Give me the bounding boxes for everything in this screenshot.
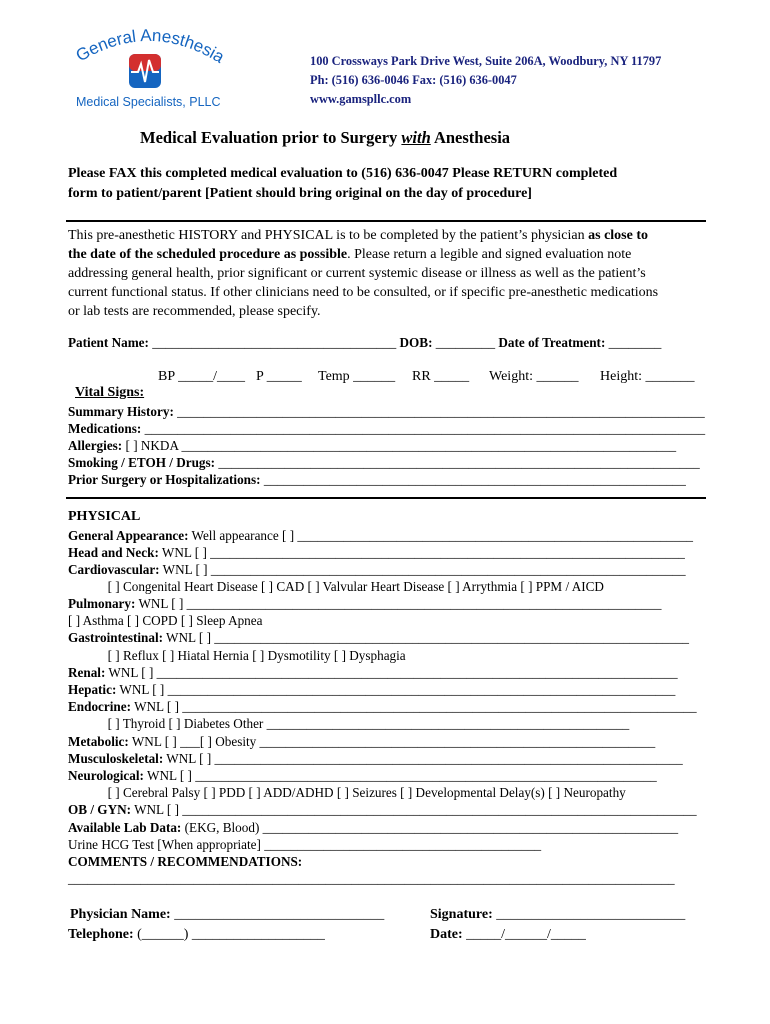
weight-field[interactable]: Weight: ______ (489, 369, 579, 384)
logo-subtext: Medical Specialists, PLLC (76, 95, 221, 109)
history-row[interactable]: Summary History: ________________________________________________________________________________ (68, 404, 705, 419)
physical-row[interactable]: Pulmonary: WNL [ ] ________________________________________________________________________ (68, 596, 662, 611)
physical-row[interactable]: Head and Neck: WNL [ ] ________________________________________________________________________ (68, 545, 685, 560)
patient-info-row: Patient Name: _____________________________________ DOB: _________ Date of Treatment: ________ (68, 335, 662, 350)
telephone-row[interactable]: Telephone: (______) ___________________ (68, 927, 325, 942)
physical-row[interactable]: OB / GYN: WNL [ ] ______________________________________________________________________________ (68, 802, 697, 817)
divider (66, 497, 706, 499)
history-row[interactable]: Allergies: [ ] NKDA ___________________________________________________________________________ (68, 438, 677, 453)
phone-fax-line: Ph: (516) 636-0046 Fax: (516) 636-0047 (310, 73, 517, 87)
physical-row[interactable]: [ ] Asthma [ ] COPD [ ] Sleep Apnea (68, 613, 263, 628)
bp-field[interactable]: BP _____/____ (158, 369, 245, 384)
address-line: 100 Crossways Park Drive West, Suite 206A, Woodbury, NY 11797 (310, 54, 662, 68)
page-title: Medical Evaluation prior to Surgery with Anesthesia (140, 128, 511, 147)
history-row[interactable]: Medications: _____________________________________________________________________________________ (68, 421, 706, 436)
temp-field[interactable]: Temp ______ (318, 369, 396, 384)
physical-row[interactable]: Musculoskeletal: WNL [ ] _______________________________________________________________________ (68, 751, 683, 766)
fax-instructions-line-2: form to patient/parent [Patient should bring original on the day of procedure] (68, 186, 532, 201)
comments-field[interactable]: ____________________________________________________________________________________________ (68, 871, 675, 886)
physical-row[interactable]: Endocrine: WNL [ ] ______________________________________________________________________________ (68, 699, 697, 714)
fax-instructions-line-1: Please FAX this completed medical evaluation to (516) 636-0047 Please RETURN completed (68, 166, 618, 181)
physical-row[interactable]: General Appearance: Well appearance [ ] ____________________________________________________________ (68, 528, 694, 543)
company-logo (72, 26, 232, 110)
treatment-date-field[interactable]: ________ (605, 335, 662, 350)
patient-name-field[interactable]: _____________________________________ (148, 335, 397, 350)
physical-row[interactable]: Metabolic: WNL [ ] ___[ ] Obesity ____________________________________________________________ (68, 734, 656, 749)
vitals-label: Vital Signs: (75, 385, 145, 400)
dob-field[interactable]: _________ (432, 335, 496, 350)
physical-row[interactable]: Renal: WNL [ ] _______________________________________________________________________________ (68, 665, 678, 680)
intro-paragraph: This pre-anesthetic HISTORY and PHYSICAL is to be completed by the patient’s physician as close to the date of the scheduled procedure as possible. Please return a legible and signed evaluation note addressing general health, prior significant or current systemic disease or illness as well as the patient’s current functional status. If other clinicians need to be consulted, or if specific pre-anesthetic medications or lab tests are recommended, please specify. (68, 228, 659, 319)
physician-name-row[interactable]: Physician Name: ______________________________ (70, 907, 385, 922)
physical-row[interactable]: Available Lab Data: (EKG, Blood) _______________________________________________________________ (68, 820, 679, 835)
physical-row[interactable]: Cardiovascular: WNL [ ] ________________________________________________________________________ (68, 562, 686, 577)
physical-row[interactable]: [ ] Congenital Heart Disease [ ] CAD [ ] Valvular Heart Disease [ ] Arrythmia [ ] PPM / AICD (68, 579, 604, 594)
pulse-field[interactable]: P _____ (256, 369, 302, 384)
physical-row[interactable]: Gastrointestinal: WNL [ ] ________________________________________________________________________ (68, 630, 690, 645)
physical-row[interactable]: Urine HCG Test [When appropriate] __________________________________________ (68, 837, 542, 852)
height-field[interactable]: Height: _______ (600, 369, 695, 384)
history-row[interactable]: Prior Surgery or Hospitalizations: ________________________________________________________________ (68, 472, 686, 487)
physical-row[interactable]: [ ] Cerebral Palsy [ ] PDD [ ] ADD/ADHD [ ] Seizures [ ] Developmental Delay(s) [ ] Neuropathy (68, 785, 626, 800)
physical-heading: PHYSICAL (68, 509, 141, 524)
history-row[interactable]: Smoking / ETOH / Drugs: _________________________________________________________________________ (68, 455, 700, 470)
physical-row[interactable]: Neurological: WNL [ ] ______________________________________________________________________ (68, 768, 657, 783)
logo-arc-text: General Anesthesia (72, 26, 228, 67)
physical-row[interactable]: Hepatic: WNL [ ] _____________________________________________________________________________ (68, 682, 676, 697)
physical-row[interactable]: [ ] Reflux [ ] Hiatal Hernia [ ] Dysmotility [ ] Dysphagia (68, 648, 406, 663)
divider (66, 220, 706, 222)
comments-heading: COMMENTS / RECOMMENDATIONS: (68, 854, 303, 869)
date-row[interactable]: Date: _____/______/_____ (430, 927, 586, 942)
website-link[interactable]: www.gamspllc.com (310, 92, 412, 106)
signature-row[interactable]: Signature: ___________________________ (430, 907, 686, 922)
rr-field[interactable]: RR _____ (412, 369, 470, 384)
physical-row[interactable]: [ ] Thyroid [ ] Diabetes Other _______________________________________________________ (68, 716, 630, 731)
vitals-row (68, 369, 144, 401)
